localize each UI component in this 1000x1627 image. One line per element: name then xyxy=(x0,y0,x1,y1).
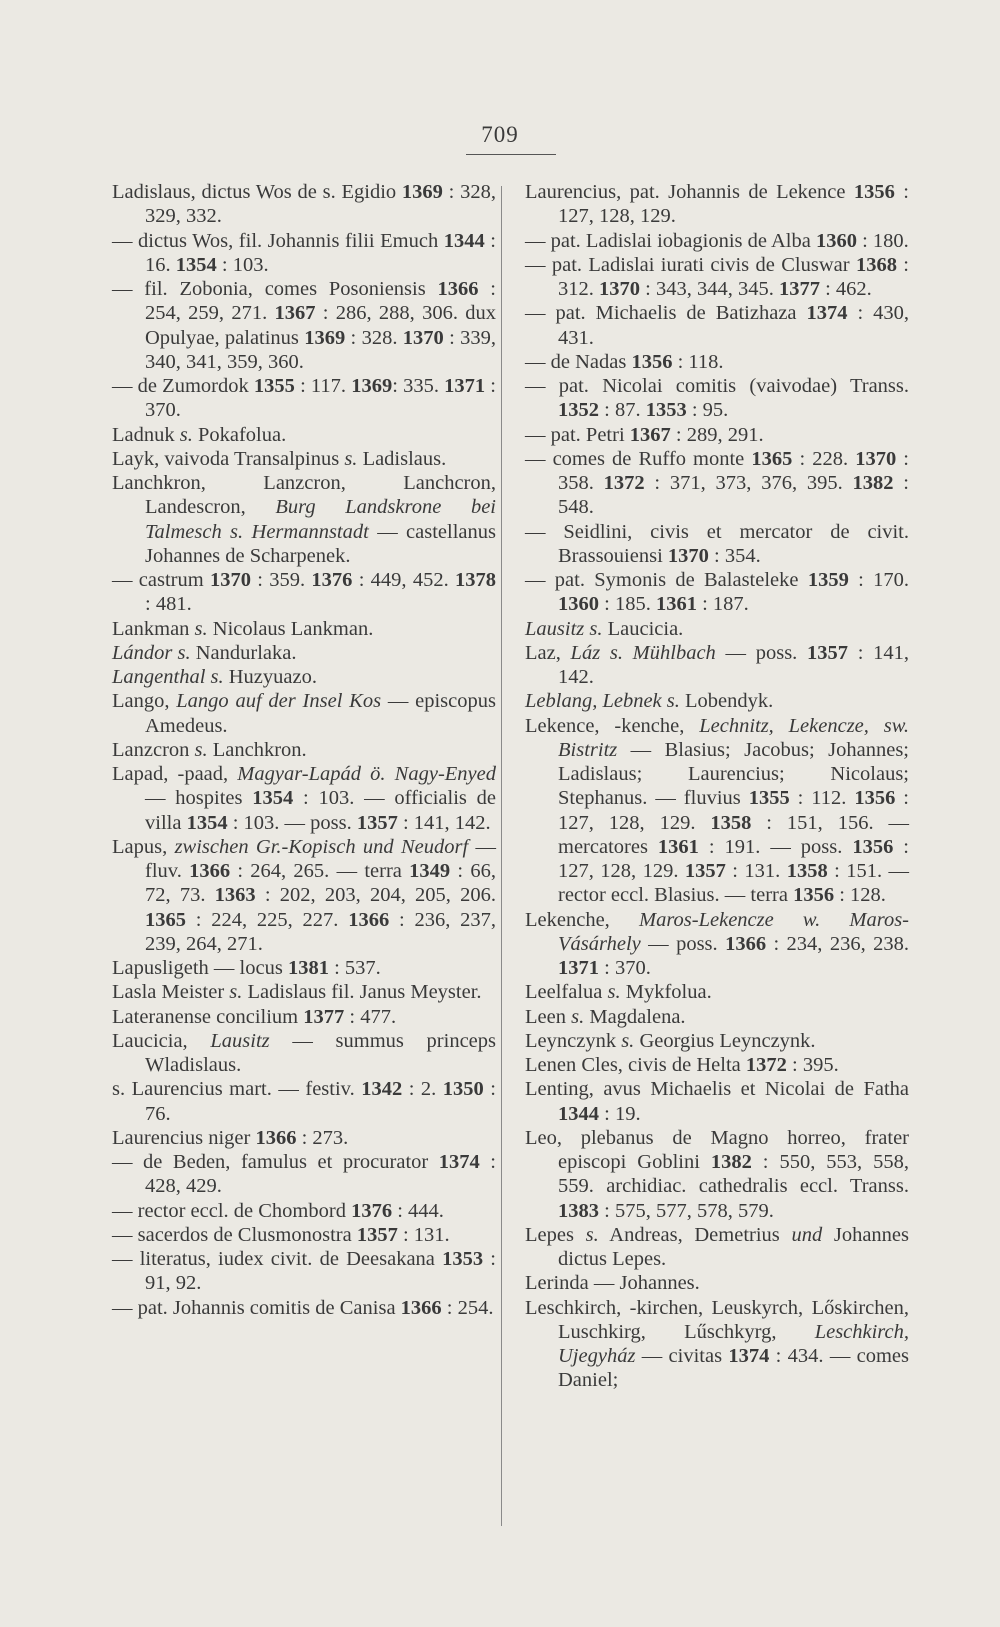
index-entry: — de Zumordok 1355 : 117. 1369: 335. 1371 : 370. xyxy=(112,375,496,422)
index-entry: Layk, vaivoda Transalpinus s. Ladislaus. xyxy=(112,447,447,470)
index-entry: — castrum 1370 : 359. 1376 : 449, 452. 1378 : 481. xyxy=(112,569,496,616)
index-entry: Lándor s. Nandurlaka. xyxy=(112,641,297,664)
index-entry: Leblang, Lebnek s. Lobendyk. xyxy=(525,690,774,713)
index-entry: s. Laurencius mart. — festiv. 1342 : 2. 1350 : 76. xyxy=(112,1078,496,1125)
index-entry: Laurencius, pat. Johannis de Lekence 1356 : 127, 128, 129. xyxy=(525,181,909,228)
index-entry: Leelfalua s. Mykfolua. xyxy=(525,981,712,1004)
index-entry: Lapad, -paad, Magyar-Lapád ö. Nagy-Enyed — hospites 1354 : 103. — officialis de villa 1354 : 103. — poss. 1357 : 141, 142. xyxy=(112,763,497,834)
index-entry: Laucicia, Lausitz — summus princeps Wladislaus. xyxy=(112,1029,497,1076)
index-entry: — dictus Wos, fil. Johannis filii Emuch 1344 : 16. 1354 : 103. xyxy=(112,229,496,276)
index-entry: Lekenche, Maros-Lekencze w. Maros-Vásárhely — poss. 1366 : 234, 236, 238. 1371 : 370. xyxy=(525,908,909,979)
index-entry: Lausitz s. Laucicia. xyxy=(525,617,684,640)
index-entry: Langenthal s. Huzyuazo. xyxy=(112,666,317,688)
index-entry: Leo, plebanus de Magno horreo, frater episcopi Goblini 1382 : 550, 553, 558, 559. archidiac. cathedralis eccl. Transs. 1383 : 575, 577, 578, 579. xyxy=(525,1126,909,1222)
index-entry: — fil. Zobonia, comes Posoniensis 1366 : 254, 259, 271. 1367 : 286, 288, 306. dux Opulyae, palatinus 1369 : 328. 1370 : 339, 340, 341, 359, 360. xyxy=(112,278,497,373)
index-entry: Lasla Meister s. Ladislaus fil. Janus Meyster. xyxy=(112,981,482,1004)
index-entry: Lango, Lango auf der Insel Kos — episcopus Amedeus. xyxy=(112,690,496,737)
index-entry: Lerinda — Johannes. xyxy=(525,1272,700,1295)
index-entry: Lekence, -kenche, Lechnitz, Lekencze, sw. Bistritz — Blasius; Jacobus; Johannes; Ladislaus; Laurencius; Nicolaus; Stephanus. — fluvius 1355 : 112. 1356 : 127, 128, 129. 1358 : 151, 156. — mercatores 1361 : 191. — poss. 1356 : 127, 128, 129. 1357 : 131. 1358 : 151. — rector eccl. Blasius. — terra 1356 : 128. xyxy=(525,714,910,907)
index-entry: Leschkirch, -kirchen, Leuskyrch, Lőskirchen, Luschkirg, Lűschkyrg, Leschkirch, Ujegyház — civitas 1374 : 434. — comes Daniel; xyxy=(525,1296,909,1392)
index-entry: — rector eccl. de Chombord 1376 : 444. xyxy=(112,1199,444,1222)
index-entry: Lenting, avus Michaelis et Nicolai de Fatha 1344 : 19. xyxy=(525,1078,909,1125)
index-entry: — pat. Johannis comitis de Canisa 1366 : 254. xyxy=(112,1296,494,1319)
index-entry: Lapusligeth — locus 1381 : 537. xyxy=(112,957,381,979)
column-divider xyxy=(501,186,502,1526)
right-column xyxy=(525,180,909,1393)
index-entry: Lanzcron s. Lanchkron. xyxy=(112,738,307,761)
index-entry: Lapus, zwischen Gr.-Kopisch und Neudorf — fluv. 1366 : 264, 265. — terra 1349 : 66, 72, 73. 1363 : 202, 203, 204, 205, 206. 1365 : 224, 225, 227. 1366 : 236, 237, 239, 264, 271. xyxy=(112,835,496,955)
index-entry: Lenen Cles, civis de Helta 1372 : 395. xyxy=(525,1054,839,1076)
index-entry: — sacerdos de Clusmonostra 1357 : 131. xyxy=(112,1223,450,1246)
index-entry: — pat. Symonis de Balasteleke 1359 : 170. 1360 : 185. 1361 : 187. xyxy=(525,569,909,616)
left-column xyxy=(112,180,496,1320)
index-entry: Leen s. Magdalena. xyxy=(525,1005,686,1028)
index-entry: — literatus, iudex civit. de Deesakana 1353 : 91, 92. xyxy=(112,1248,497,1295)
index-entry: Leynczynk s. Georgius Leynczynk. xyxy=(525,1029,816,1052)
index-entry: — pat. Michaelis de Batizhaza 1374 : 430, 431. xyxy=(525,302,909,349)
index-entry: Lanchkron, Lanzcron, Lanchcron, Landescron, Burg Landskrone bei Talmesch s. Hermannstadt — castellanus Johannes de Scharpenek. xyxy=(112,472,496,567)
index-entry: — pat. Petri 1367 : 289, 291. xyxy=(525,423,764,446)
index-entry: — pat. Ladislai iurati civis de Cluswar 1368 : 312. 1370 : 343, 344, 345. 1377 : 462. xyxy=(525,253,910,300)
index-entry: — pat. Nicolai comitis (vaivodae) Transs. 1352 : 87. 1353 : 95. xyxy=(525,375,909,422)
index-entry: — Seidlini, civis et mercator de civit. Brassouiensi 1370 : 354. xyxy=(525,520,909,567)
index-entry: — comes de Ruffo monte 1365 : 228. 1370 : 358. 1372 : 371, 373, 376, 395. 1382 : 548. xyxy=(525,447,910,519)
index-entry: Ladislaus, dictus Wos de s. Egidio 1369 : 328, 329, 332. xyxy=(112,181,496,228)
page-number: 709 xyxy=(481,122,519,147)
index-entry: — de Nadas 1356 : 118. xyxy=(525,350,724,373)
index-entry: Laurencius niger 1366 : 273. xyxy=(112,1126,349,1149)
page-number-rule xyxy=(466,154,556,155)
index-entry: Laz, Láz s. Mühlbach — poss. 1357 : 141, 142. xyxy=(525,641,909,688)
index-entry: — pat. Ladislai iobagionis de Alba 1360 : 180. xyxy=(525,229,909,252)
index-entry: Lateranense concilium 1377 : 477. xyxy=(112,1005,397,1028)
index-entry: — de Beden, famulus et procurator 1374 : 428, 429. xyxy=(112,1151,496,1198)
index-entry: Lankman s. Nicolaus Lankman. xyxy=(112,617,374,640)
index-entry: Ladnuk s. Pokafolua. xyxy=(112,423,287,446)
index-entry: Lepes s. Andreas, Demetrius und Johannes dictus Lepes. xyxy=(525,1223,910,1270)
